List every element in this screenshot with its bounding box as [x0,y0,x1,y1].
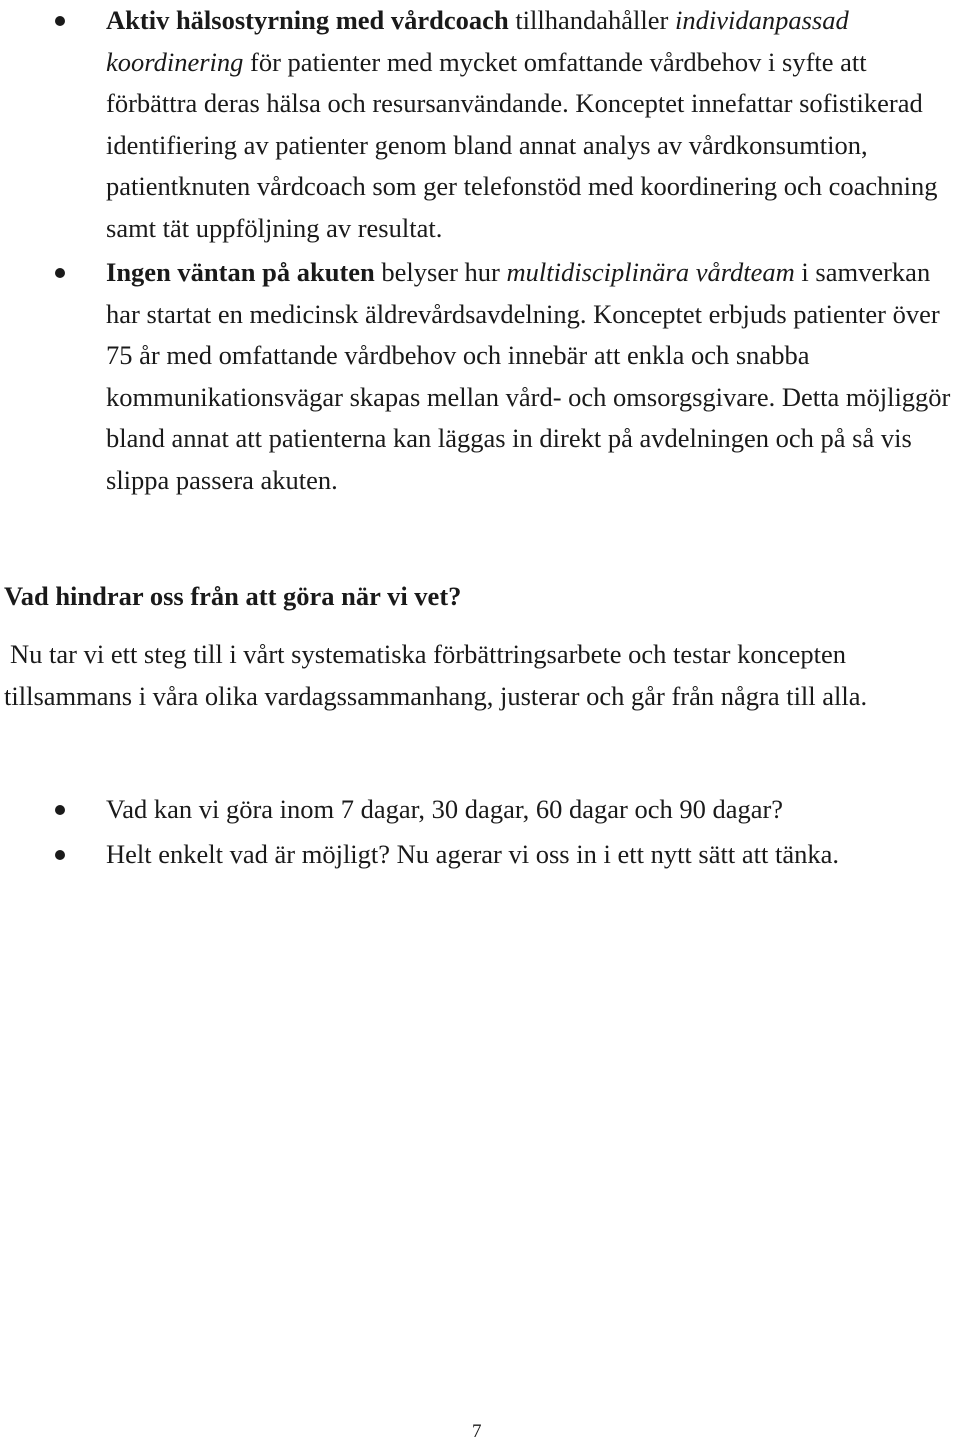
concept-text: tillhandahåller [508,5,675,35]
list-item [0,0,960,249]
concept-title: Ingen väntan på akuten [106,257,375,287]
concept-text: i samverkan har startat en medicinsk äldrevårdsavdelning. Konceptet erbjuds patienter över 75 år med omfattande vårdbehov och innebär att enkla och snabba kommunikationsvägar skapas mellan vård- och omsorgsgivare. Detta möjliggör bland annat att patienterna kan läggas in direkt på avdelningen och på så vis slippa passera akuten. [106,257,951,495]
question-text: Vad kan vi göra inom 7 dagar, 30 dagar, 60 dagar och 90 dagar? [106,794,784,824]
question-text: Helt enkelt vad är möjligt? Nu agerar vi oss in i ett nytt sätt att tänka. [106,838,839,869]
page-number: 7 [472,1421,482,1442]
list-item [0,252,960,501]
concept-text: för patienter med mycket omfattande vårdbehov i syfte att förbättra deras hälsa och resursanvändande. Konceptet innefattar sofistikerad identifiering av patienter genom bland annat analys av vårdkonsumtion, patientknuten vårdcoach som ger telefonstöd med koordinering och coachning samt tät uppföljning av resultat. [106,46,938,243]
section-heading: Vad hindrar oss från att göra när vi vet? [4,581,462,611]
concept-emphasis: individanpassad koordinering [106,5,849,77]
concept-bullet-list [0,0,960,501]
bullet-icon [55,850,65,860]
bullet-icon [55,268,65,278]
list-item [0,834,960,876]
concept-emphasis: multidisciplinära vårdteam [506,257,795,287]
concept-text: belyser hur [374,257,507,287]
question-bullet-list [0,789,960,875]
list-item [0,789,960,831]
bullet-icon [55,16,65,26]
bullet-icon [55,805,65,815]
concept-title: Aktiv hälsostyrning med vårdcoach [106,5,509,35]
body-paragraph [4,634,954,717]
paragraph-text: Nu tar vi ett steg till i vårt systematiska förbättringsarbete och testar koncepten tillsammans i våra olika vardagssammanhang, justerar och går från några till alla. [4,639,868,711]
